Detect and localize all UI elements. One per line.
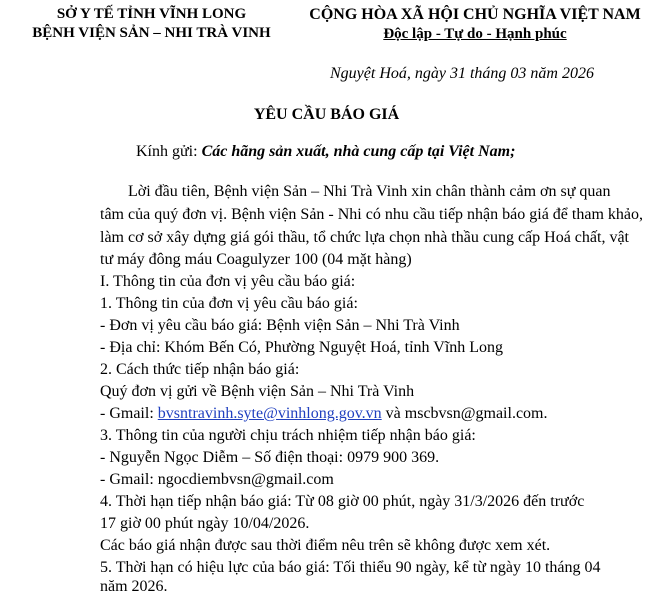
deadline-line-1: 4. Thời hạn tiếp nhận báo giá: Từ 08 giờ 00 phút, ngày 31/3/2026 đến trước bbox=[100, 493, 585, 510]
intro-line-2: tâm của quý đơn vị. Bệnh viện Sản - Nhi có nhu cầu tiếp nhận báo giá để tham khảo, bbox=[100, 206, 643, 223]
gmail-suffix: và mscbvsn@gmail.com. bbox=[381, 405, 548, 422]
requesting-unit: - Đơn vị yêu cầu báo giá: Bệnh viện Sản – Nhi Trà Vinh bbox=[100, 317, 460, 334]
gmail-link[interactable]: bvsntravinh.syte@vinhlong.gov.vn bbox=[157, 405, 382, 422]
recipient bbox=[136, 143, 515, 161]
send-instruction: Quý đơn vị gửi về Bệnh viện Sản – Nhi Trà Vinh bbox=[100, 383, 415, 400]
section-1-heading: I. Thông tin của đơn vị yêu cầu báo giá: bbox=[100, 273, 356, 290]
deadline-line-2: 17 giờ 00 phút ngày 10/04/2026. bbox=[100, 515, 310, 532]
intro-line-1: Lời đầu tiên, Bệnh viện Sản – Nhi Trà Vinh xin chân thành cảm ơn sự quan bbox=[128, 183, 611, 200]
late-notice: Các báo giá nhận được sau thời điểm nêu trên sẽ không được xem xét. bbox=[100, 537, 551, 554]
recipient-prefix: Kính gửi: bbox=[136, 143, 202, 160]
page-title: YÊU CẦU BÁO GIÁ bbox=[253, 106, 400, 123]
section-1-3-heading: 3. Thông tin của người chịu trách nhiệm tiếp nhận báo giá: bbox=[100, 427, 476, 444]
contact-person: - Nguyễn Ngọc Diễm – Số điện thoại: 0979 900 369. bbox=[100, 449, 440, 466]
address: - Địa chỉ: Khóm Bến Có, Phường Nguyệt Hoá, tỉnh Vĩnh Long bbox=[100, 339, 504, 356]
section-1-2-heading: 2. Cách thức tiếp nhận báo giá: bbox=[100, 361, 300, 378]
national-motto-subtitle bbox=[305, 26, 645, 43]
document-date: Nguyệt Hoá, ngày 31 tháng 03 năm 2026 bbox=[330, 65, 594, 82]
recipient-name: Các hãng sản xuất, nhà cung cấp tại Việt Nam; bbox=[201, 143, 516, 160]
section-1-1-heading: 1. Thông tin của đơn vị yêu cầu báo giá: bbox=[100, 295, 358, 312]
gmail-prefix: - Gmail: bbox=[100, 405, 158, 422]
national-motto-title: CỘNG HÒA XÃ HỘI CHỦ NGHĨA VIỆT NAM bbox=[309, 6, 641, 23]
gmail-line bbox=[100, 405, 548, 423]
agency-name: SỞ Y TẾ TỈNH VĨNH LONG bbox=[56, 6, 247, 22]
validity-line-2: năm 2026. bbox=[100, 578, 168, 595]
validity-line-1: 5. Thời hạn có hiệu lực của báo giá: Tối thiểu 90 ngày, kể từ ngày 10 tháng 04 bbox=[100, 559, 601, 576]
motto-underlined: Độc lập - Tự do - Hạnh phúc bbox=[383, 26, 567, 42]
contact-gmail: - Gmail: ngocdiembvsn@gmail.com bbox=[100, 471, 334, 488]
hospital-name: BỆNH VIỆN SẢN – NHI TRÀ VINH bbox=[32, 25, 271, 41]
intro-line-3: làm cơ sở xây dựng giá gói thầu, tổ chức lựa chọn nhà thầu cung cấp Hoá chất, vật bbox=[100, 229, 629, 246]
intro-line-4: tư máy đông máu Coagulyzer 100 (04 mặt hàng) bbox=[100, 251, 412, 268]
